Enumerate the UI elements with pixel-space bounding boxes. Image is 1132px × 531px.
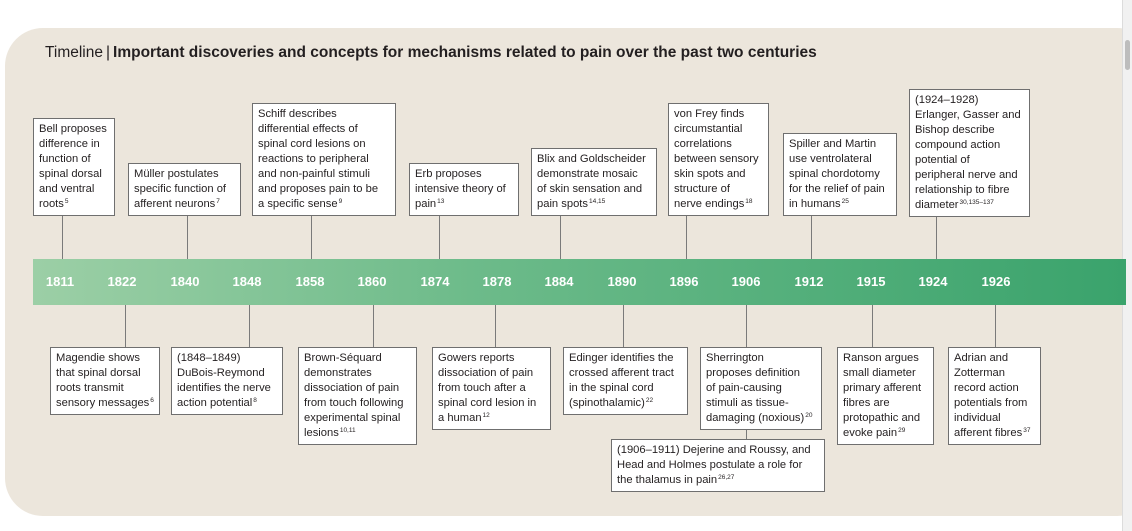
event-box-1906 (700, 347, 822, 430)
event-text: (1906–1911) Dejerine and Roussy, and Head and Holmes postulate a role for the thalamus in pain (617, 444, 811, 486)
event-box-1822 (50, 347, 160, 415)
event-box-1915 (837, 347, 934, 445)
event-box-1878 (432, 347, 551, 430)
event-text: Gowers reports dissociation of pain from touch after a spinal cord lesion in a human (438, 352, 537, 424)
year-label: 1822 (107, 274, 137, 289)
event-text: (1848–1849) DuBois-Reymond identifies the nerve action potential (177, 352, 271, 409)
connector-line (995, 305, 996, 347)
event-ref: 26,27 (718, 474, 735, 481)
event-box-1811 (33, 118, 115, 216)
year-label: 1874 (420, 274, 450, 289)
event-box-1848 (171, 347, 283, 415)
event-ref: 20 (805, 412, 813, 419)
event-text: Blix and Goldscheider demonstrate mosaic of skin sensation and pain spots (537, 153, 646, 210)
year-label: 1912 (794, 274, 824, 289)
event-text: Adrian and Zotterman record action potentials from individual afferent fibres (954, 352, 1028, 439)
event-ref: 6 (150, 397, 154, 404)
connector-line (560, 214, 561, 259)
event-ref: 30,135–137 (959, 199, 994, 206)
connector-line (495, 305, 496, 347)
scrollbar-thumb[interactable] (1125, 40, 1130, 70)
title-text: Important discoveries and concepts for mechanisms related to pain over the past two centuries (113, 44, 817, 61)
event-ref: 37 (1023, 427, 1031, 434)
event-box-1926 (948, 347, 1041, 445)
year-label: 1890 (607, 274, 637, 289)
event-ref: 22 (645, 397, 654, 404)
event-text: Ranson argues small diameter primary afferent fibres are protopathic and evoke pain (843, 352, 922, 439)
event-text: Spiller and Martin use ventrolateral spinal chordotomy for the relief of pain in humans (789, 138, 885, 210)
connector-line (311, 214, 312, 259)
event-box-1896 (668, 103, 769, 216)
connector-line (623, 305, 624, 347)
event-ref: 9 (338, 198, 343, 205)
event-ref: 29 (898, 427, 906, 434)
event-text: Schiff describes differential effects of spinal cord lesions on reactions to peripheral and non-painful stimuli and proposes pain to be a specific sense (258, 108, 379, 210)
event-ref: 10,11 (339, 427, 356, 434)
year-label: 1878 (482, 274, 512, 289)
year-label: 1848 (232, 274, 262, 289)
event-box-1860 (298, 347, 417, 445)
figure-title (45, 44, 817, 62)
event-box-1890 (563, 347, 688, 415)
year-label: 1860 (357, 274, 387, 289)
connector-line (249, 305, 250, 347)
year-label: 1926 (981, 274, 1011, 289)
event-text: Brown-Séquard demonstrates dissociation of pain from touch following experimental spinal lesions (304, 352, 404, 439)
event-text: Edinger identifies the crossed afferent tract in the spinal cord (spinothalamic) (569, 352, 674, 409)
event-ref: 25 (841, 198, 849, 205)
year-label: 1906 (731, 274, 761, 289)
connector-line (373, 305, 374, 347)
connector-line (811, 214, 812, 259)
event-text: (1924–1928) Erlanger, Gasser and Bishop describe compound action potential of peripheral nerve and relationship to fibre diameter (915, 94, 1021, 211)
event-box-1912 (783, 133, 897, 216)
event-text: von Frey finds circumstantial correlations between sensory skin spots and structure of nerve endings (674, 108, 759, 210)
event-text: Müller postulates specific function of afferent neurons (134, 168, 227, 210)
connector-line (686, 214, 687, 259)
year-label: 1924 (918, 274, 948, 289)
year-label: 1840 (170, 274, 200, 289)
year-label: 1915 (856, 274, 886, 289)
event-text: Sherrington proposes definition of pain-causing stimuli as tissue- damaging (noxious) (706, 352, 805, 424)
event-ref: 12 (482, 412, 490, 419)
connector-line (936, 214, 937, 259)
event-text: Magendie shows that spinal dorsal roots transmit sensory messages (56, 352, 150, 409)
event-box-1874 (409, 163, 519, 216)
connector-line (187, 214, 188, 259)
event-ref: 14,15 (589, 198, 606, 205)
event-ref: 8 (253, 397, 257, 404)
event-box-1884 (531, 148, 657, 216)
event-ref: 13 (437, 198, 445, 205)
year-label: 1811 (45, 274, 75, 289)
event-text: Bell proposes difference in function of spinal dorsal and ventral roots (39, 123, 107, 210)
connector-line (62, 214, 63, 259)
year-label: 1884 (544, 274, 574, 289)
event-ref: 7 (216, 198, 220, 205)
event-ref: 18 (745, 198, 753, 205)
connector-line (439, 214, 440, 259)
event-box-1840 (128, 163, 241, 216)
event-text: Erb proposes intensive theory of pain (415, 168, 506, 210)
event-box-1858 (252, 103, 396, 216)
connector-line (872, 305, 873, 347)
title-separator: | (106, 44, 111, 61)
year-label: 1896 (669, 274, 699, 289)
connector-line (125, 305, 126, 347)
title-label: Timeline (45, 44, 103, 61)
year-label: 1858 (295, 274, 325, 289)
event-box-1906-thalamus (611, 439, 825, 492)
event-box-1924 (909, 89, 1030, 217)
event-ref: 5 (64, 198, 69, 205)
